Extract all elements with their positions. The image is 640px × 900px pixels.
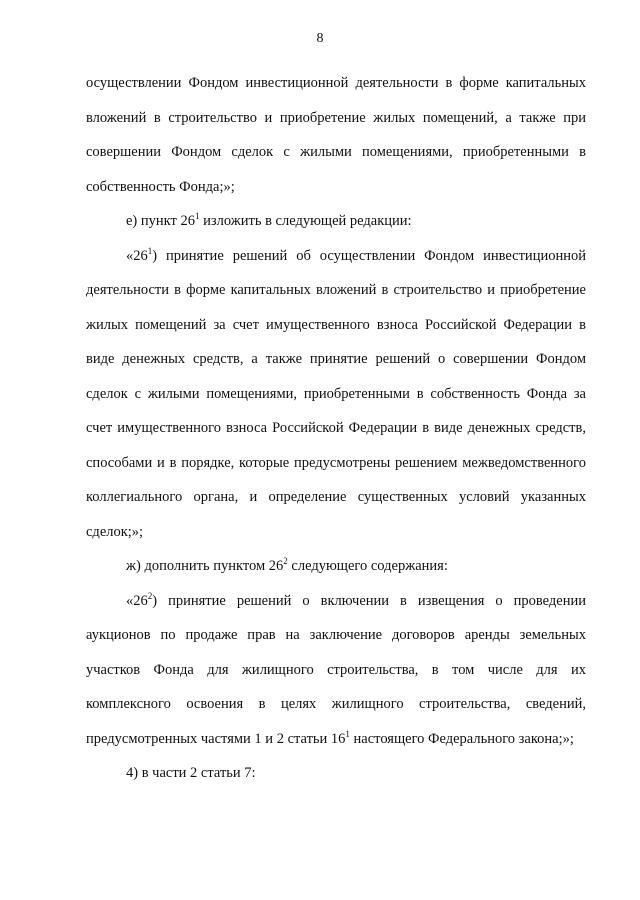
- superscript: 1: [147, 245, 153, 256]
- superscript: 2: [283, 556, 288, 566]
- paragraph-continuation: осуществлении Фондом инвестиционной деятельности в форме капитальных вложений в строительство и приобретение жилых помещений, а также при совершении Фондом сделок с жилыми помещениями, приобретенными в собственность Фонда;»;: [86, 75, 586, 195]
- paragraph-text: изложить в следующей редакции:: [199, 213, 412, 229]
- page-number: 8: [316, 31, 324, 46]
- paragraph-text: «26: [126, 592, 148, 609]
- paragraph-text: ж) дополнить пунктом 26: [126, 558, 284, 574]
- paragraph-quote-26-2: [86, 584, 586, 757]
- superscript: 1: [345, 728, 350, 739]
- superscript: 1: [194, 211, 200, 221]
- paragraph-text: ) принятие решений о включении в извещения о проведении аукционов по продаже прав на заключение договоров аренды земельных участков Фонда для жилищного строительства, в том числе для их комплексного освоения в целях жилищного строительства, сведений, предусмотренных частями 1 и 2 статьи 16: [86, 592, 586, 747]
- document-body: [86, 66, 586, 791]
- paragraph-text: «26: [126, 247, 148, 264]
- paragraph-text: настоящего Федерального закона;»;: [349, 730, 574, 747]
- paragraph-item-e: [86, 204, 586, 239]
- paragraph-text: следующего содержания:: [287, 558, 448, 574]
- paragraph-text: ) принятие решений об осуществлении Фондом инвестиционной деятельности в форме капитальных вложений в строительство и приобретение жилых помещений за счет имущественного взноса Российской Федерации в виде денежных средств, а также принятие решений о совершении Фондом сделок с жилыми помещениями, приобретенными в собственность Фонда за счет имущественного взноса Российской Федерации в виде денежных средств, способами и в порядке, которые предусмотрены решением межведомственного коллегиального органа, и определение существенных условий указанных сделок;»;: [86, 247, 586, 540]
- superscript: 2: [147, 590, 153, 601]
- paragraph-quote-26-1: [86, 239, 586, 550]
- paragraph-item-zh: [86, 549, 586, 584]
- paragraph-item-4: 4) в части 2 статьи 7:: [126, 765, 256, 781]
- paragraph-text: е) пункт 26: [126, 213, 195, 229]
